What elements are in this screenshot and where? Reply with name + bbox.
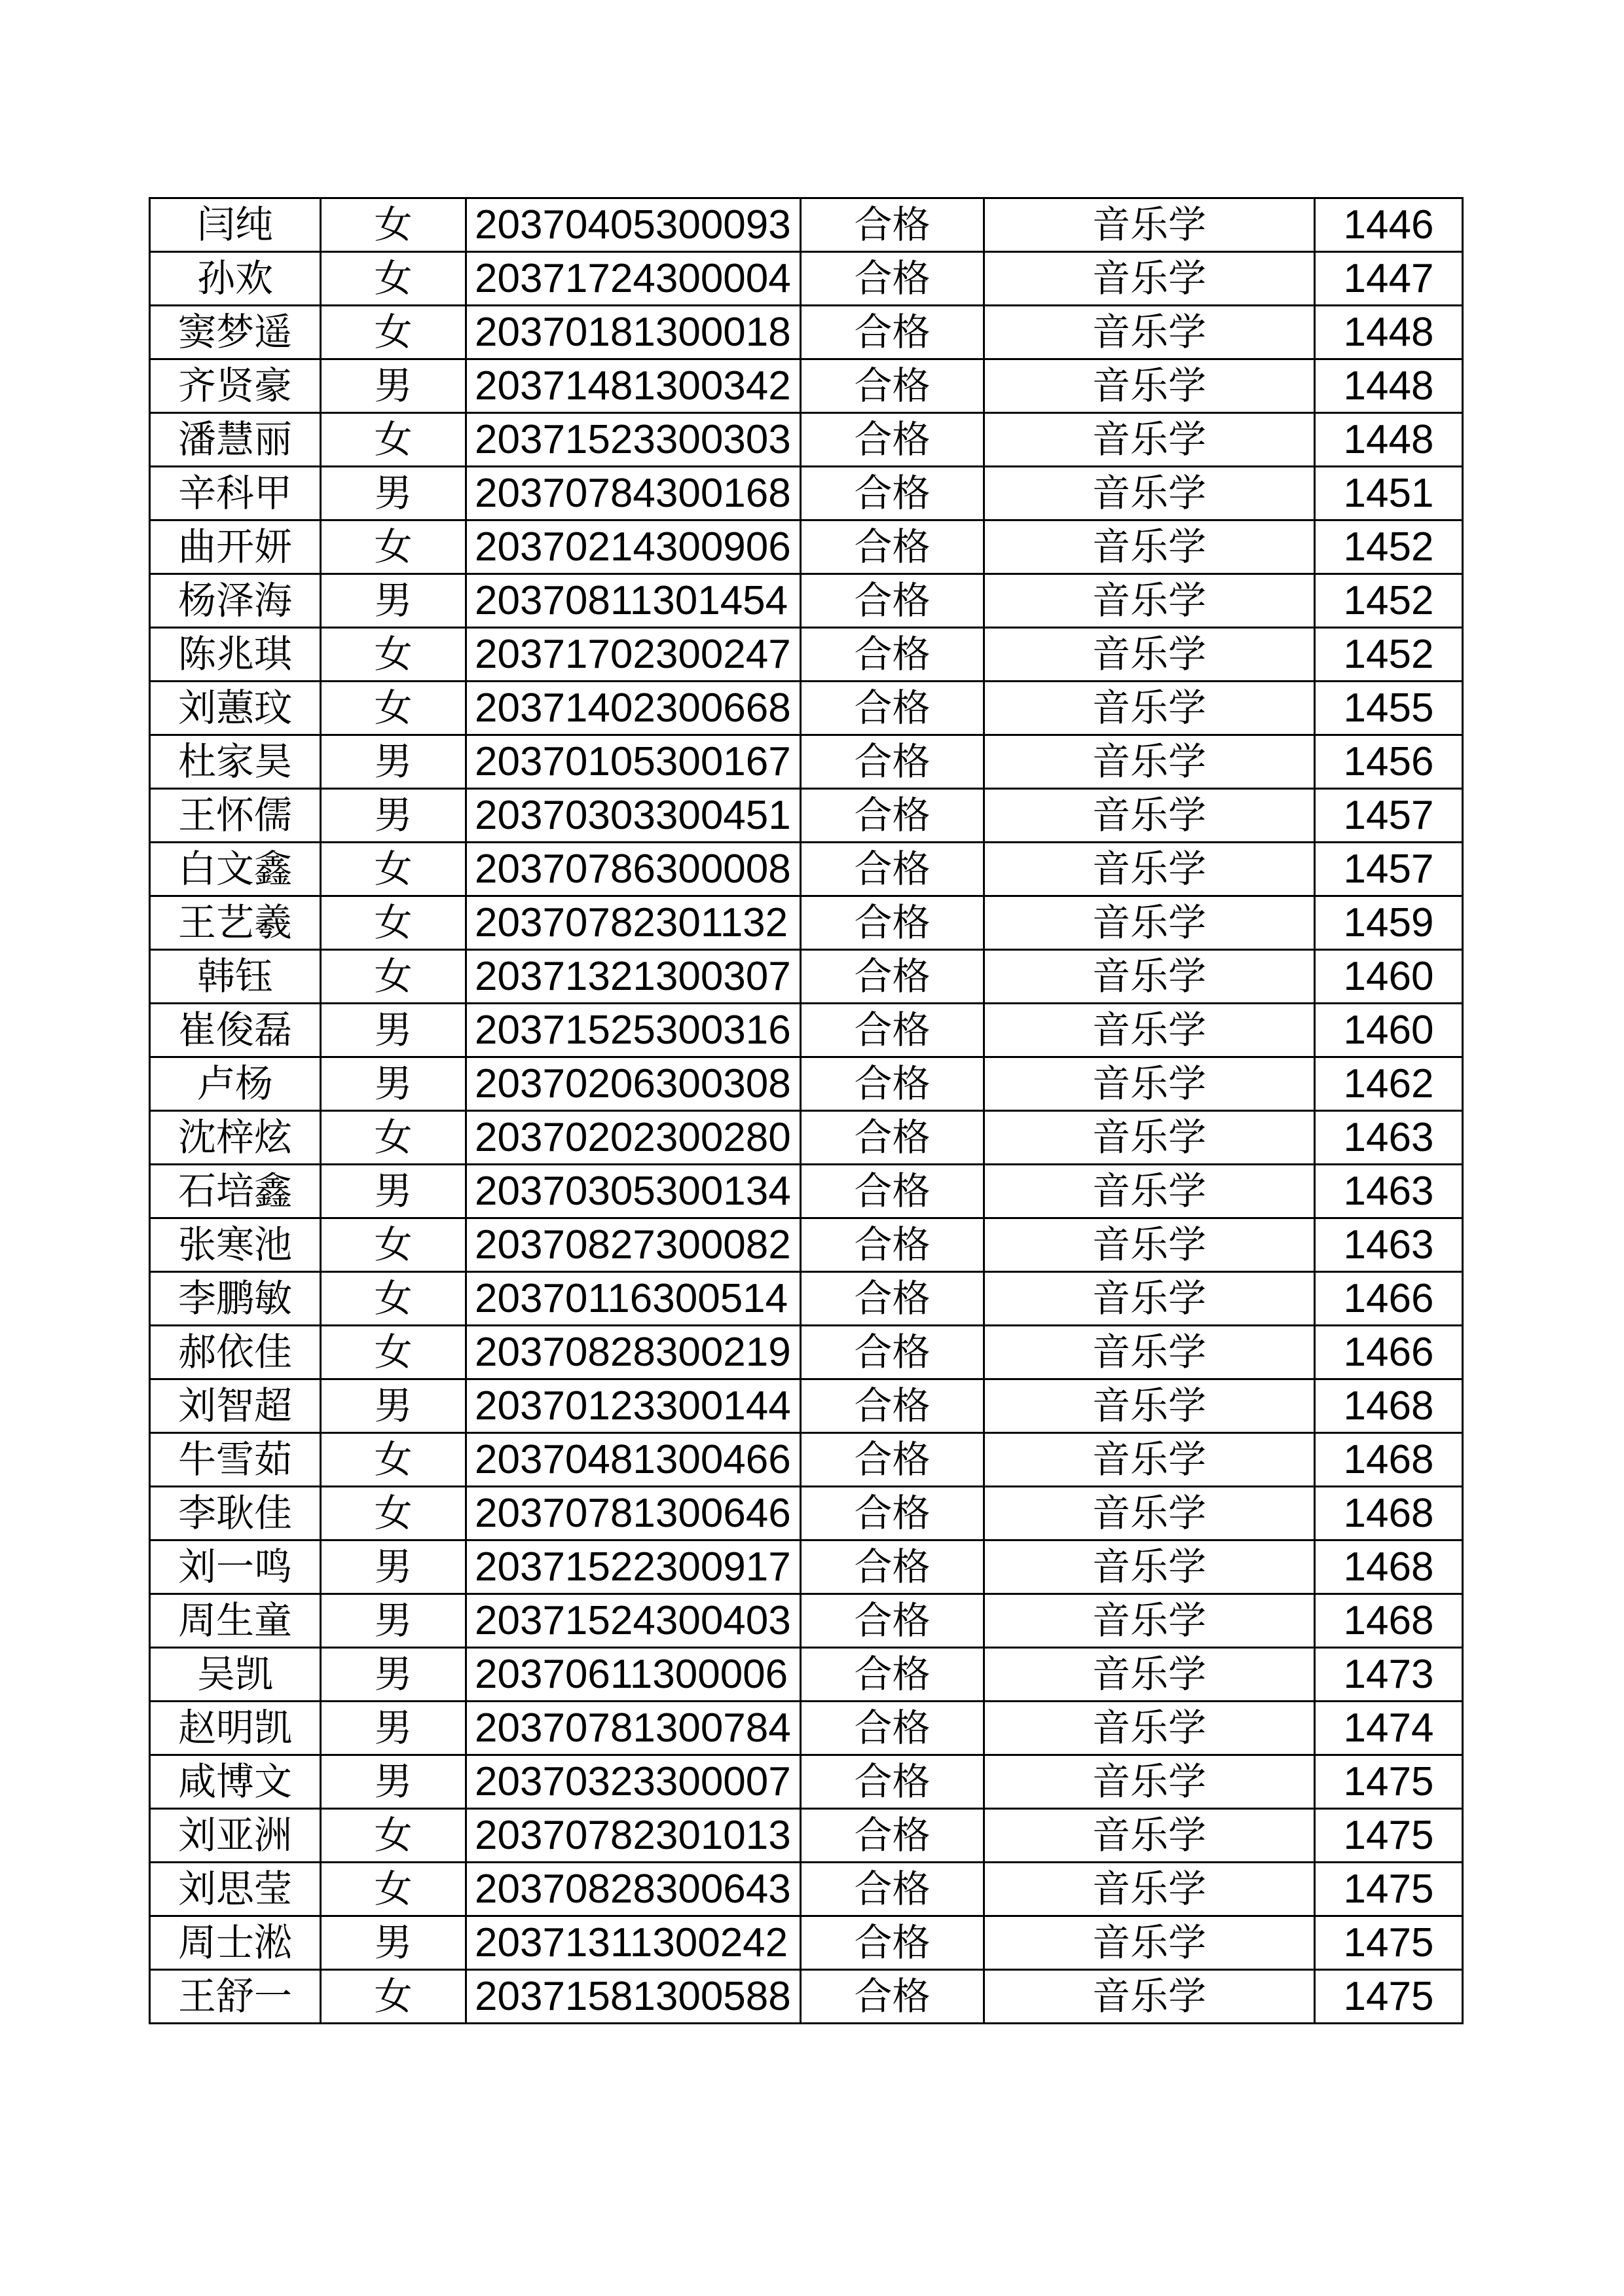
- table-row: [150, 306, 1463, 359]
- name-cell: 潘慧丽: [150, 413, 321, 467]
- status-cell: 合格: [801, 198, 984, 252]
- candidate-id-cell: 20370611300006: [466, 1648, 801, 1702]
- rank-cell: 1460: [1315, 950, 1463, 1004]
- table-row: [150, 1487, 1463, 1540]
- rank-cell: 1446: [1315, 198, 1463, 252]
- candidate-id-cell: 20370781300784: [466, 1702, 801, 1755]
- name-cell: 闫纯: [150, 198, 321, 252]
- gender-cell: 男: [321, 735, 466, 789]
- candidate-id-cell: 20370784300168: [466, 467, 801, 520]
- candidate-id-cell: 20371522300917: [466, 1540, 801, 1594]
- name-cell: 李鹏敏: [150, 1272, 321, 1326]
- rank-cell: 1451: [1315, 467, 1463, 520]
- gender-cell: 女: [321, 682, 466, 735]
- candidate-id-cell: 20370827300082: [466, 1218, 801, 1272]
- rank-cell: 1468: [1315, 1487, 1463, 1540]
- name-cell: 王艺羲: [150, 896, 321, 950]
- table-row: [150, 628, 1463, 682]
- candidate-id-cell: 20370405300093: [466, 198, 801, 252]
- major-cell: 音乐学: [984, 520, 1315, 574]
- gender-cell: 女: [321, 1326, 466, 1379]
- candidate-id-cell: 20370303300451: [466, 789, 801, 843]
- candidate-id-cell: 20370781300646: [466, 1487, 801, 1540]
- gender-cell: 男: [321, 1755, 466, 1809]
- gender-cell: 女: [321, 1272, 466, 1326]
- gender-cell: 男: [321, 1916, 466, 1970]
- name-cell: 牛雪茹: [150, 1433, 321, 1487]
- name-cell: 沈梓炫: [150, 1111, 321, 1165]
- rank-cell: 1448: [1315, 359, 1463, 413]
- table-row: [150, 1648, 1463, 1702]
- status-cell: 合格: [801, 950, 984, 1004]
- status-cell: 合格: [801, 1272, 984, 1326]
- status-cell: 合格: [801, 1970, 984, 2024]
- candidate-id-cell: 20370782301132: [466, 896, 801, 950]
- status-cell: 合格: [801, 1809, 984, 1863]
- rank-cell: 1463: [1315, 1165, 1463, 1218]
- rank-cell: 1468: [1315, 1594, 1463, 1648]
- name-cell: 刘亚洲: [150, 1809, 321, 1863]
- name-cell: 白文鑫: [150, 843, 321, 896]
- major-cell: 音乐学: [984, 467, 1315, 520]
- rank-cell: 1468: [1315, 1379, 1463, 1433]
- table-row: [150, 1057, 1463, 1111]
- status-cell: 合格: [801, 1540, 984, 1594]
- major-cell: 音乐学: [984, 1594, 1315, 1648]
- status-cell: 合格: [801, 735, 984, 789]
- major-cell: 音乐学: [984, 1218, 1315, 1272]
- major-cell: 音乐学: [984, 1111, 1315, 1165]
- rank-cell: 1475: [1315, 1970, 1463, 2024]
- major-cell: 音乐学: [984, 1057, 1315, 1111]
- rank-cell: 1448: [1315, 306, 1463, 359]
- candidate-id-cell: 20371523300303: [466, 413, 801, 467]
- name-cell: 陈兆琪: [150, 628, 321, 682]
- table-row: [150, 1379, 1463, 1433]
- status-cell: 合格: [801, 896, 984, 950]
- name-cell: 王怀儒: [150, 789, 321, 843]
- gender-cell: 男: [321, 1379, 466, 1433]
- major-cell: 音乐学: [984, 252, 1315, 306]
- candidate-id-cell: 20370828300219: [466, 1326, 801, 1379]
- status-cell: 合格: [801, 1433, 984, 1487]
- gender-cell: 男: [321, 359, 466, 413]
- major-cell: 音乐学: [984, 1809, 1315, 1863]
- gender-cell: 女: [321, 198, 466, 252]
- table-row: [150, 359, 1463, 413]
- rank-cell: 1457: [1315, 843, 1463, 896]
- table-row: [150, 1594, 1463, 1648]
- rank-cell: 1474: [1315, 1702, 1463, 1755]
- status-cell: 合格: [801, 1379, 984, 1433]
- major-cell: 音乐学: [984, 1379, 1315, 1433]
- gender-cell: 女: [321, 1863, 466, 1916]
- name-cell: 周士淞: [150, 1916, 321, 1970]
- candidate-id-cell: 20370828300643: [466, 1863, 801, 1916]
- table-row: [150, 1702, 1463, 1755]
- name-cell: 卢杨: [150, 1057, 321, 1111]
- name-cell: 曲开妍: [150, 520, 321, 574]
- candidate-id-cell: 20370782301013: [466, 1809, 801, 1863]
- table-row: [150, 896, 1463, 950]
- rank-cell: 1459: [1315, 896, 1463, 950]
- rank-cell: 1475: [1315, 1755, 1463, 1809]
- major-cell: 音乐学: [984, 198, 1315, 252]
- table-row: [150, 574, 1463, 628]
- major-cell: 音乐学: [984, 735, 1315, 789]
- table-row: [150, 413, 1463, 467]
- gender-cell: 男: [321, 1165, 466, 1218]
- name-cell: 刘一鸣: [150, 1540, 321, 1594]
- status-cell: 合格: [801, 413, 984, 467]
- candidate-id-cell: 20371702300247: [466, 628, 801, 682]
- gender-cell: 男: [321, 1702, 466, 1755]
- gender-cell: 男: [321, 1594, 466, 1648]
- name-cell: 刘思莹: [150, 1863, 321, 1916]
- candidate-id-cell: 20371524300403: [466, 1594, 801, 1648]
- candidate-id-cell: 20371321300307: [466, 950, 801, 1004]
- rank-cell: 1452: [1315, 628, 1463, 682]
- status-cell: 合格: [801, 520, 984, 574]
- rank-cell: 1455: [1315, 682, 1463, 735]
- table-row: [150, 1970, 1463, 2024]
- major-cell: 音乐学: [984, 682, 1315, 735]
- gender-cell: 女: [321, 1111, 466, 1165]
- rank-cell: 1460: [1315, 1004, 1463, 1057]
- table-row: [150, 1863, 1463, 1916]
- status-cell: 合格: [801, 574, 984, 628]
- major-cell: 音乐学: [984, 1970, 1315, 2024]
- status-cell: 合格: [801, 1057, 984, 1111]
- gender-cell: 女: [321, 1970, 466, 2024]
- status-cell: 合格: [801, 1487, 984, 1540]
- major-cell: 音乐学: [984, 1487, 1315, 1540]
- candidate-id-cell: 20370202300280: [466, 1111, 801, 1165]
- major-cell: 音乐学: [984, 1755, 1315, 1809]
- status-cell: 合格: [801, 1165, 984, 1218]
- candidate-id-cell: 20371581300588: [466, 1970, 801, 2024]
- gender-cell: 女: [321, 252, 466, 306]
- candidate-id-cell: 20370116300514: [466, 1272, 801, 1326]
- major-cell: 音乐学: [984, 1165, 1315, 1218]
- name-cell: 咸博文: [150, 1755, 321, 1809]
- major-cell: 音乐学: [984, 1702, 1315, 1755]
- candidate-id-cell: 20370123300144: [466, 1379, 801, 1433]
- gender-cell: 女: [321, 896, 466, 950]
- gender-cell: 男: [321, 467, 466, 520]
- rank-cell: 1452: [1315, 520, 1463, 574]
- gender-cell: 女: [321, 1218, 466, 1272]
- candidate-id-cell: 20370786300008: [466, 843, 801, 896]
- status-cell: 合格: [801, 628, 984, 682]
- gender-cell: 女: [321, 950, 466, 1004]
- name-cell: 吴凯: [150, 1648, 321, 1702]
- name-cell: 王舒一: [150, 1970, 321, 2024]
- candidate-id-cell: 20370181300018: [466, 306, 801, 359]
- major-cell: 音乐学: [984, 413, 1315, 467]
- status-cell: 合格: [801, 1863, 984, 1916]
- table-row: [150, 735, 1463, 789]
- status-cell: 合格: [801, 682, 984, 735]
- table-row: [150, 1111, 1463, 1165]
- rank-cell: 1462: [1315, 1057, 1463, 1111]
- rank-cell: 1466: [1315, 1326, 1463, 1379]
- major-cell: 音乐学: [984, 1272, 1315, 1326]
- table-row: [150, 1004, 1463, 1057]
- table-row: [150, 198, 1463, 252]
- gender-cell: 男: [321, 1540, 466, 1594]
- gender-cell: 女: [321, 413, 466, 467]
- table-row: [150, 1433, 1463, 1487]
- rank-cell: 1468: [1315, 1540, 1463, 1594]
- name-cell: 石培鑫: [150, 1165, 321, 1218]
- status-cell: 合格: [801, 1326, 984, 1379]
- candidate-id-cell: 20370323300007: [466, 1755, 801, 1809]
- rank-cell: 1447: [1315, 252, 1463, 306]
- status-cell: 合格: [801, 359, 984, 413]
- status-cell: 合格: [801, 789, 984, 843]
- major-cell: 音乐学: [984, 1004, 1315, 1057]
- rank-cell: 1457: [1315, 789, 1463, 843]
- rank-cell: 1475: [1315, 1863, 1463, 1916]
- major-cell: 音乐学: [984, 1540, 1315, 1594]
- major-cell: 音乐学: [984, 1916, 1315, 1970]
- gender-cell: 男: [321, 1648, 466, 1702]
- table-row: [150, 843, 1463, 896]
- status-cell: 合格: [801, 1916, 984, 1970]
- major-cell: 音乐学: [984, 1648, 1315, 1702]
- gender-cell: 女: [321, 306, 466, 359]
- gender-cell: 女: [321, 628, 466, 682]
- rank-cell: 1452: [1315, 574, 1463, 628]
- gender-cell: 男: [321, 789, 466, 843]
- major-cell: 音乐学: [984, 843, 1315, 896]
- status-cell: 合格: [801, 1218, 984, 1272]
- candidate-id-cell: 20371311300242: [466, 1916, 801, 1970]
- major-cell: 音乐学: [984, 574, 1315, 628]
- candidate-id-cell: 20371724300004: [466, 252, 801, 306]
- candidate-id-cell: 20370305300134: [466, 1165, 801, 1218]
- gender-cell: 男: [321, 574, 466, 628]
- table-row: [150, 950, 1463, 1004]
- name-cell: 赵明凯: [150, 1702, 321, 1755]
- rank-cell: 1463: [1315, 1218, 1463, 1272]
- name-cell: 张寒池: [150, 1218, 321, 1272]
- rank-cell: 1468: [1315, 1433, 1463, 1487]
- name-cell: 窦梦遥: [150, 306, 321, 359]
- status-cell: 合格: [801, 252, 984, 306]
- gender-cell: 女: [321, 1433, 466, 1487]
- gender-cell: 女: [321, 843, 466, 896]
- status-cell: 合格: [801, 1702, 984, 1755]
- status-cell: 合格: [801, 1111, 984, 1165]
- table-row: [150, 1218, 1463, 1272]
- candidate-id-cell: 20371402300668: [466, 682, 801, 735]
- name-cell: 杜家昊: [150, 735, 321, 789]
- major-cell: 音乐学: [984, 628, 1315, 682]
- name-cell: 周生童: [150, 1594, 321, 1648]
- name-cell: 齐贤豪: [150, 359, 321, 413]
- candidate-id-cell: 20370214300906: [466, 520, 801, 574]
- table-row: [150, 1755, 1463, 1809]
- candidate-id-cell: 20370105300167: [466, 735, 801, 789]
- rank-cell: 1473: [1315, 1648, 1463, 1702]
- major-cell: 音乐学: [984, 306, 1315, 359]
- table-row: [150, 520, 1463, 574]
- name-cell: 孙欢: [150, 252, 321, 306]
- candidate-id-cell: 20370811301454: [466, 574, 801, 628]
- rank-cell: 1466: [1315, 1272, 1463, 1326]
- status-cell: 合格: [801, 1004, 984, 1057]
- rank-cell: 1475: [1315, 1809, 1463, 1863]
- results-table-body: [150, 198, 1463, 2024]
- candidate-id-cell: 20370481300466: [466, 1433, 801, 1487]
- status-cell: 合格: [801, 467, 984, 520]
- gender-cell: 男: [321, 1004, 466, 1057]
- status-cell: 合格: [801, 1594, 984, 1648]
- rank-cell: 1463: [1315, 1111, 1463, 1165]
- table-row: [150, 789, 1463, 843]
- rank-cell: 1448: [1315, 413, 1463, 467]
- major-cell: 音乐学: [984, 950, 1315, 1004]
- results-table: [149, 197, 1464, 2024]
- status-cell: 合格: [801, 306, 984, 359]
- rank-cell: 1475: [1315, 1916, 1463, 1970]
- table-row: [150, 682, 1463, 735]
- name-cell: 刘智超: [150, 1379, 321, 1433]
- gender-cell: 男: [321, 1057, 466, 1111]
- major-cell: 音乐学: [984, 896, 1315, 950]
- table-row: [150, 252, 1463, 306]
- major-cell: 音乐学: [984, 789, 1315, 843]
- status-cell: 合格: [801, 1648, 984, 1702]
- table-row: [150, 467, 1463, 520]
- candidate-id-cell: 20370206300308: [466, 1057, 801, 1111]
- rank-cell: 1456: [1315, 735, 1463, 789]
- table-row: [150, 1165, 1463, 1218]
- table-row: [150, 1540, 1463, 1594]
- table-row: [150, 1326, 1463, 1379]
- gender-cell: 女: [321, 520, 466, 574]
- candidate-id-cell: 20371481300342: [466, 359, 801, 413]
- table-row: [150, 1916, 1463, 1970]
- major-cell: 音乐学: [984, 1326, 1315, 1379]
- major-cell: 音乐学: [984, 1433, 1315, 1487]
- candidate-id-cell: 20371525300316: [466, 1004, 801, 1057]
- name-cell: 韩钰: [150, 950, 321, 1004]
- name-cell: 刘蕙玟: [150, 682, 321, 735]
- major-cell: 音乐学: [984, 1863, 1315, 1916]
- name-cell: 辛科甲: [150, 467, 321, 520]
- status-cell: 合格: [801, 843, 984, 896]
- name-cell: 李耿佳: [150, 1487, 321, 1540]
- name-cell: 崔俊磊: [150, 1004, 321, 1057]
- gender-cell: 女: [321, 1487, 466, 1540]
- gender-cell: 女: [321, 1809, 466, 1863]
- major-cell: 音乐学: [984, 359, 1315, 413]
- status-cell: 合格: [801, 1755, 984, 1809]
- table-row: [150, 1809, 1463, 1863]
- name-cell: 杨泽海: [150, 574, 321, 628]
- name-cell: 郝依佳: [150, 1326, 321, 1379]
- table-row: [150, 1272, 1463, 1326]
